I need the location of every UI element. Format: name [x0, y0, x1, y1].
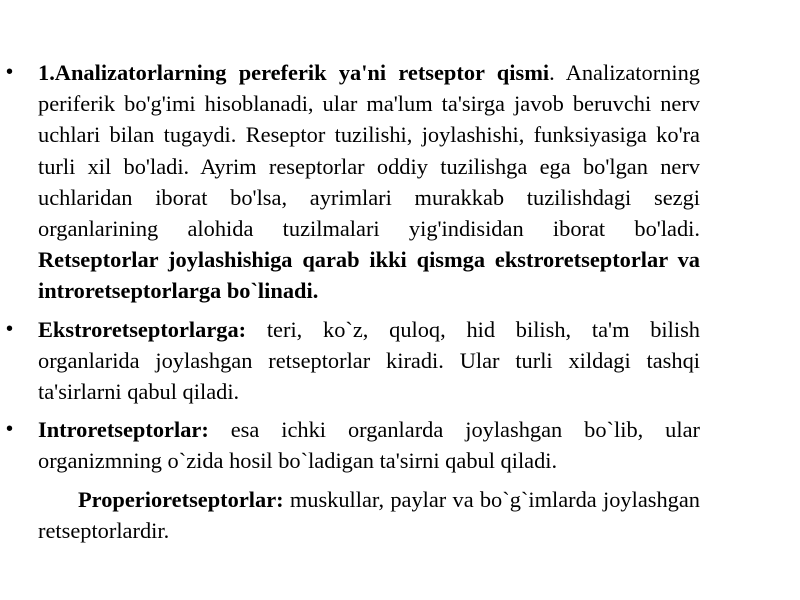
paragraph-proprioreceptors — [38, 484, 700, 546]
paragraph-exteroreceptors — [6, 314, 700, 408]
paragraph-interoreceptors — [6, 414, 700, 476]
body-analyzer-receptor: . Analizatorning periferik bo'g'imi hisoblanadi, ular ma'lum ta'sirga javob beruvchi nerv uchlari bilan tugaydi. Reseptor tuzilishi, joylashishi, funksiyasiga ko'ra turli xil bo'ladi. Ayrim reseptorlar oddiy tuzilishga ega bo'lgan nerv uchlaridan iborat bo'lsa, ayrimlari murakkab tuzilishdagi sezgi organlarining alohida tuzilmalari yig'indisidan iborat bo'ladi. — [38, 60, 700, 242]
slide-body-text — [6, 57, 700, 546]
heading-proprioreceptors: Properioretseptorlar: — [78, 486, 284, 512]
bullet-icon: • — [6, 418, 14, 441]
body-exteroreceptors: teri, ko`z, quloq, hid bilish, ta'm bilish organlarida joylashgan retseptorlar kiradi. Ular turli xildagi tashqi ta'sirlarni qabul qiladi. — [38, 316, 700, 405]
body-proprioreceptors: muskullar, paylar va bo`g`imlarda joylashgan retseptorlardir. — [38, 486, 700, 543]
heading-exteroreceptors: Ekstroretseptorlarga: — [38, 316, 247, 342]
heading-interoreceptors: Introretseptorlar: — [38, 417, 209, 443]
body-interoreceptors: esa ichki organlarda joylashgan bo`lib, ular organizmning o`zida hosil bo`ladigan ta'sirni qabul qiladi. — [38, 417, 700, 474]
bold-conclusion-receptor-types: Retseptorlar joylashishiga qarab ikki qismga ekstroretseptorlar va introretseptorlarga bo`linadi. — [38, 247, 700, 304]
bullet-icon: • — [6, 317, 14, 340]
heading-analyzer-receptor: 1.Analizatorlarning pereferik ya'ni retseptor qismi — [38, 60, 550, 85]
bullet-icon: • — [6, 61, 14, 83]
paragraph-analyzer-receptor — [6, 57, 700, 307]
